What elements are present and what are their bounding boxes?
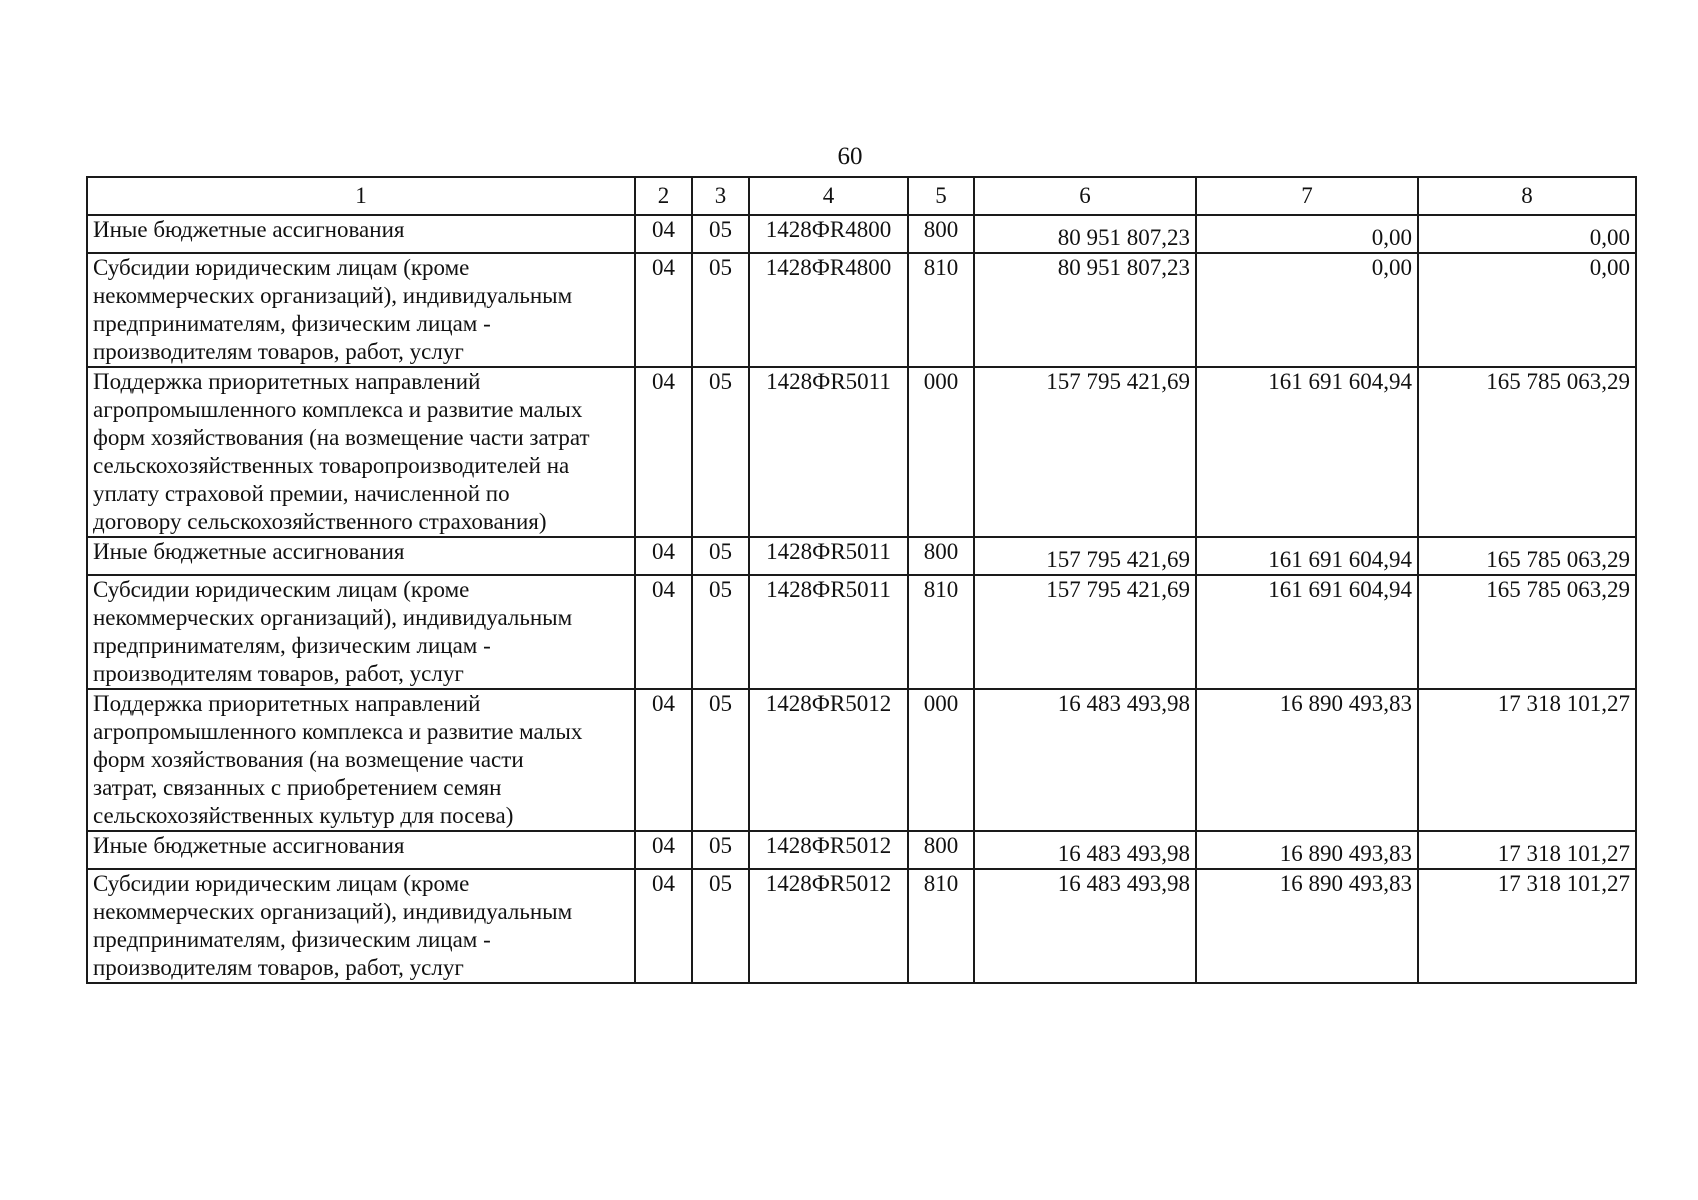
- row-section: 04: [635, 689, 692, 831]
- table-row: [87, 537, 1636, 575]
- table-row: [87, 575, 1636, 689]
- row-amount-year2: 161 691 604,94: [1196, 537, 1418, 575]
- row-amount-year3: 17 318 101,27: [1418, 689, 1636, 831]
- row-target-article: 1428ФR5011: [749, 537, 908, 575]
- row-amount-year2: 0,00: [1196, 215, 1418, 253]
- row-target-article: 1428ФR5012: [749, 689, 908, 831]
- row-amount-year2: 161 691 604,94: [1196, 367, 1418, 537]
- row-section: 04: [635, 367, 692, 537]
- row-amount-year2: 161 691 604,94: [1196, 575, 1418, 689]
- row-amount-year3: 165 785 063,29: [1418, 367, 1636, 537]
- row-amount-year1: 80 951 807,23: [974, 253, 1196, 367]
- row-expense-type: 800: [908, 831, 974, 869]
- row-amount-year1: 157 795 421,69: [974, 367, 1196, 537]
- row-amount-year3: 165 785 063,29: [1418, 537, 1636, 575]
- row-target-article: 1428ФR5012: [749, 869, 908, 983]
- row-subsection: 05: [692, 537, 749, 575]
- row-target-article: 1428ФR5011: [749, 367, 908, 537]
- row-expense-type: 810: [908, 869, 974, 983]
- row-expense-type: 000: [908, 689, 974, 831]
- table-row: [87, 869, 1636, 983]
- row-amount-year1: 157 795 421,69: [974, 575, 1196, 689]
- row-name: Субсидии юридическим лицам (кроме некоммерческих организаций), индивидуальным предпринимателям, физическим лицам - производителям товаров, работ, услуг: [87, 575, 635, 689]
- header-row: [87, 177, 1636, 215]
- row-name: Иные бюджетные ассигнования: [87, 215, 635, 253]
- row-subsection: 05: [692, 367, 749, 537]
- page-number: 60: [837, 143, 863, 170]
- column-header-1: 1: [87, 177, 635, 215]
- table-row: [87, 689, 1636, 831]
- row-section: 04: [635, 831, 692, 869]
- row-expense-type: 000: [908, 367, 974, 537]
- row-amount-year3: 17 318 101,27: [1418, 831, 1636, 869]
- row-target-article: 1428ФR5012: [749, 831, 908, 869]
- row-subsection: 05: [692, 253, 749, 367]
- row-expense-type: 800: [908, 215, 974, 253]
- row-name: Иные бюджетные ассигнования: [87, 537, 635, 575]
- row-name: Иные бюджетные ассигнования: [87, 831, 635, 869]
- column-header-4: 4: [749, 177, 908, 215]
- row-amount-year3: 17 318 101,27: [1418, 869, 1636, 983]
- row-expense-type: 810: [908, 253, 974, 367]
- row-amount-year1: 16 483 493,98: [974, 689, 1196, 831]
- row-name: Субсидии юридическим лицам (кроме некоммерческих организаций), индивидуальным предпринимателям, физическим лицам - производителям товаров, работ, услуг: [87, 253, 635, 367]
- row-amount-year1: 157 795 421,69: [974, 537, 1196, 575]
- row-amount-year3: 0,00: [1418, 253, 1636, 367]
- row-amount-year1: 16 483 493,98: [974, 869, 1196, 983]
- row-section: 04: [635, 537, 692, 575]
- row-target-article: 1428ФR4800: [749, 215, 908, 253]
- row-amount-year2: 0,00: [1196, 253, 1418, 367]
- table-row: [87, 367, 1636, 537]
- row-section: 04: [635, 575, 692, 689]
- budget-table: [86, 176, 1637, 984]
- table-row: [87, 215, 1636, 253]
- row-amount-year2: 16 890 493,83: [1196, 689, 1418, 831]
- column-header-5: 5: [908, 177, 974, 215]
- row-expense-type: 800: [908, 537, 974, 575]
- row-section: 04: [635, 215, 692, 253]
- row-section: 04: [635, 869, 692, 983]
- row-subsection: 05: [692, 575, 749, 689]
- row-subsection: 05: [692, 215, 749, 253]
- row-amount-year2: 16 890 493,83: [1196, 869, 1418, 983]
- table-row: [87, 253, 1636, 367]
- row-target-article: 1428ФR4800: [749, 253, 908, 367]
- row-name: Поддержка приоритетных направлений агропромышленного комплекса и развитие малых форм хозяйствования (на возмещение части затрат сельскохозяйственных товаропроизводителей на уплату страховой премии, начисленной по договору сельскохозяйственного страхования): [87, 367, 635, 537]
- row-amount-year3: 0,00: [1418, 215, 1636, 253]
- row-name: Субсидии юридическим лицам (кроме некоммерческих организаций), индивидуальным предпринимателям, физическим лицам - производителям товаров, работ, услуг: [87, 869, 635, 983]
- row-subsection: 05: [692, 689, 749, 831]
- row-amount-year3: 165 785 063,29: [1418, 575, 1636, 689]
- row-section: 04: [635, 253, 692, 367]
- row-subsection: 05: [692, 831, 749, 869]
- column-header-3: 3: [692, 177, 749, 215]
- row-expense-type: 810: [908, 575, 974, 689]
- column-header-2: 2: [635, 177, 692, 215]
- column-header-6: 6: [974, 177, 1196, 215]
- row-amount-year1: 16 483 493,98: [974, 831, 1196, 869]
- row-amount-year2: 16 890 493,83: [1196, 831, 1418, 869]
- row-amount-year1: 80 951 807,23: [974, 215, 1196, 253]
- column-header-8: 8: [1418, 177, 1636, 215]
- row-target-article: 1428ФR5011: [749, 575, 908, 689]
- row-name: Поддержка приоритетных направлений агропромышленного комплекса и развитие малых форм хозяйствования (на возмещение части затрат, связанных с приобретением семян сельскохозяйственных культур для посева): [87, 689, 635, 831]
- table-row: [87, 831, 1636, 869]
- row-subsection: 05: [692, 869, 749, 983]
- column-header-7: 7: [1196, 177, 1418, 215]
